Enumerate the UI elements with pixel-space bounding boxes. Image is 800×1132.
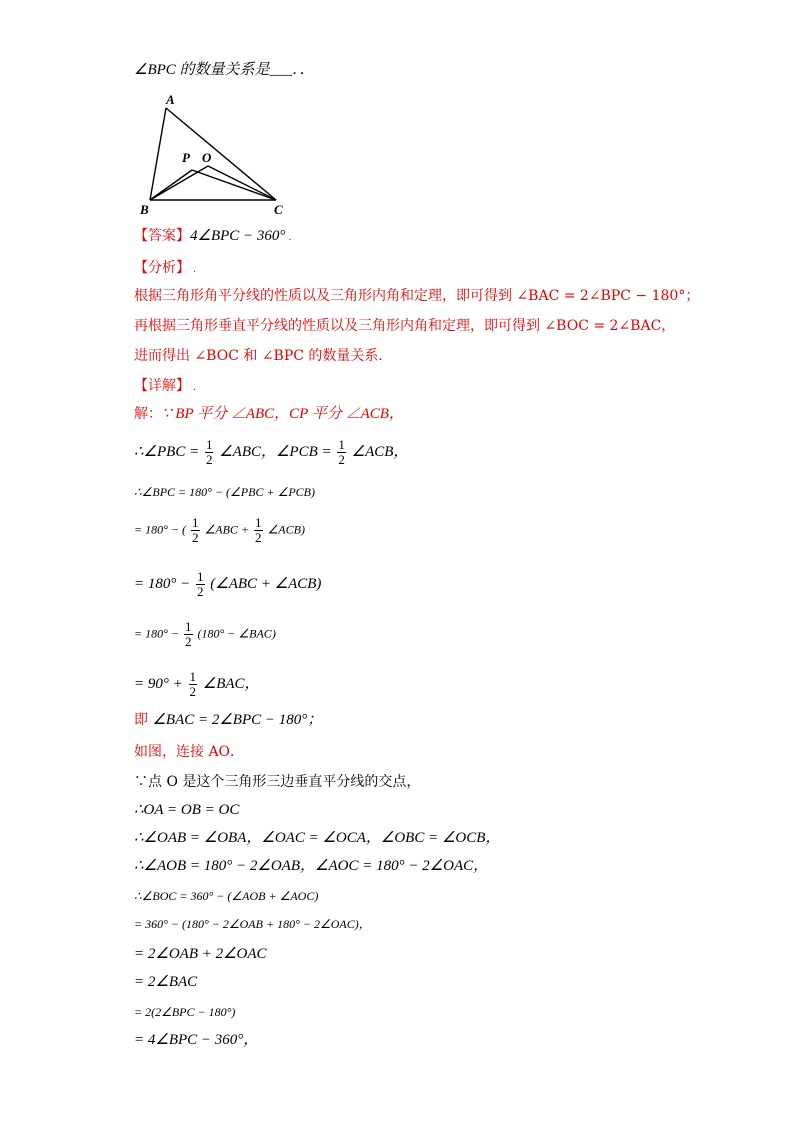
solve-text: ∵ BP 平分 ∠ABC，CP 平分 ∠ACB， [162, 406, 404, 422]
fraction-half: $\frac{1}{2}$ [205, 437, 213, 467]
detail-line-12: ∴∠OAB = ∠OBA，∠OAC = ∠OCA，∠OBC = ∠OCB， [134, 830, 501, 846]
analysis-tag: 【分析】 . [134, 260, 197, 276]
detail-line-5: = 180° − $\frac{1}{2}$ (∠ABC + ∠ACB) [134, 569, 322, 599]
detail-line-17: = 2∠BAC [134, 974, 198, 990]
detail-line-3: ∴∠BPC = 180° − (∠PBC + ∠PCB) [134, 485, 315, 499]
detail-line-14: ∴∠BOC = 360° − (∠AOB + ∠AOC) [134, 889, 319, 903]
solve-prefix: 解： [134, 406, 162, 422]
fraction-half: $\frac{1}{2}$ [197, 569, 204, 599]
analysis-line-2: 再根据三角形垂直平分线的性质以及三角形内角和定理，即可得到 ∠BOC = 2∠BAC， [134, 318, 676, 334]
detail-line-6: = 180° − $\frac{1}{2}$ (180° − ∠BAC) [134, 619, 276, 649]
detail-line-9: 如图，连接 AO． [134, 744, 245, 760]
fraction-half: $\frac{1}{2}$ [185, 619, 192, 649]
triangle-figure [130, 88, 300, 223]
edge-ab [150, 108, 166, 200]
answer-value: 4∠BPC − 360° [190, 228, 286, 244]
detail-line-13: ∴∠AOB = 180° − 2∠OAB，∠AOC = 180° − 2∠OAC， [134, 858, 489, 874]
answer-tag: 【答案】 [134, 228, 190, 244]
analysis-line-1: 根据三角形角平分线的性质以及三角形内角和定理，即可得到 ∠BAC = 2∠BPC − 180°； [134, 288, 700, 304]
detail-line-7: = 90° + $\frac{1}{2}$ ∠BAC， [134, 669, 260, 699]
label-c: C [274, 202, 283, 217]
question-tail: ∠BPC 的数量关系是___．． [134, 62, 315, 78]
segment-bo [150, 166, 208, 200]
fraction-half: $\frac{1}{2}$ [192, 515, 199, 545]
fraction-half: $\frac{1}{2}$ [255, 515, 262, 545]
fraction-half: $\frac{1}{2}$ [338, 437, 345, 467]
detail-line-4: = 180° − ( $\frac{1}{2}$ ∠ABC + $\frac{1}{2}$ ∠ACB) [134, 515, 305, 545]
fraction-half: $\frac{1}{2}$ [189, 669, 196, 699]
detail-line-10: ∵点 O 是这个三角形三边垂直平分线的交点， [134, 774, 421, 790]
detail-line-8: 即 ∠BAC = 2∠BPC − 180°； [134, 712, 323, 728]
label-o: O [202, 150, 212, 165]
detail-line-18: = 2(2∠BPC − 180°) [134, 1005, 236, 1019]
detail-line-16: = 2∠OAB + 2∠OAC [134, 946, 267, 962]
answer-line: 【答案】4∠BPC − 360° . [134, 228, 292, 244]
analysis-line-3: 进而得出 ∠BOC 和 ∠BPC 的数量关系． [134, 348, 393, 364]
detail-line-15: = 360° − (180° − 2∠OAB + 180° − 2∠OAC)， [134, 917, 371, 931]
detail-line-11: ∴OA = OB = OC [134, 802, 240, 818]
label-b: B [140, 202, 149, 217]
detail-line-19: = 4∠BPC − 360°， [134, 1032, 259, 1048]
detail-line-2: ∴∠PBC = $\frac{1}{2}$ ∠ABC，∠PCB = $\frac{1}{2}$ ∠ACB， [134, 437, 409, 467]
segment-pc [192, 170, 276, 200]
label-p: P [182, 150, 190, 165]
detail-solve [134, 404, 404, 424]
label-a: A [166, 92, 175, 107]
detail-tag: 【详解】 . [134, 378, 197, 394]
